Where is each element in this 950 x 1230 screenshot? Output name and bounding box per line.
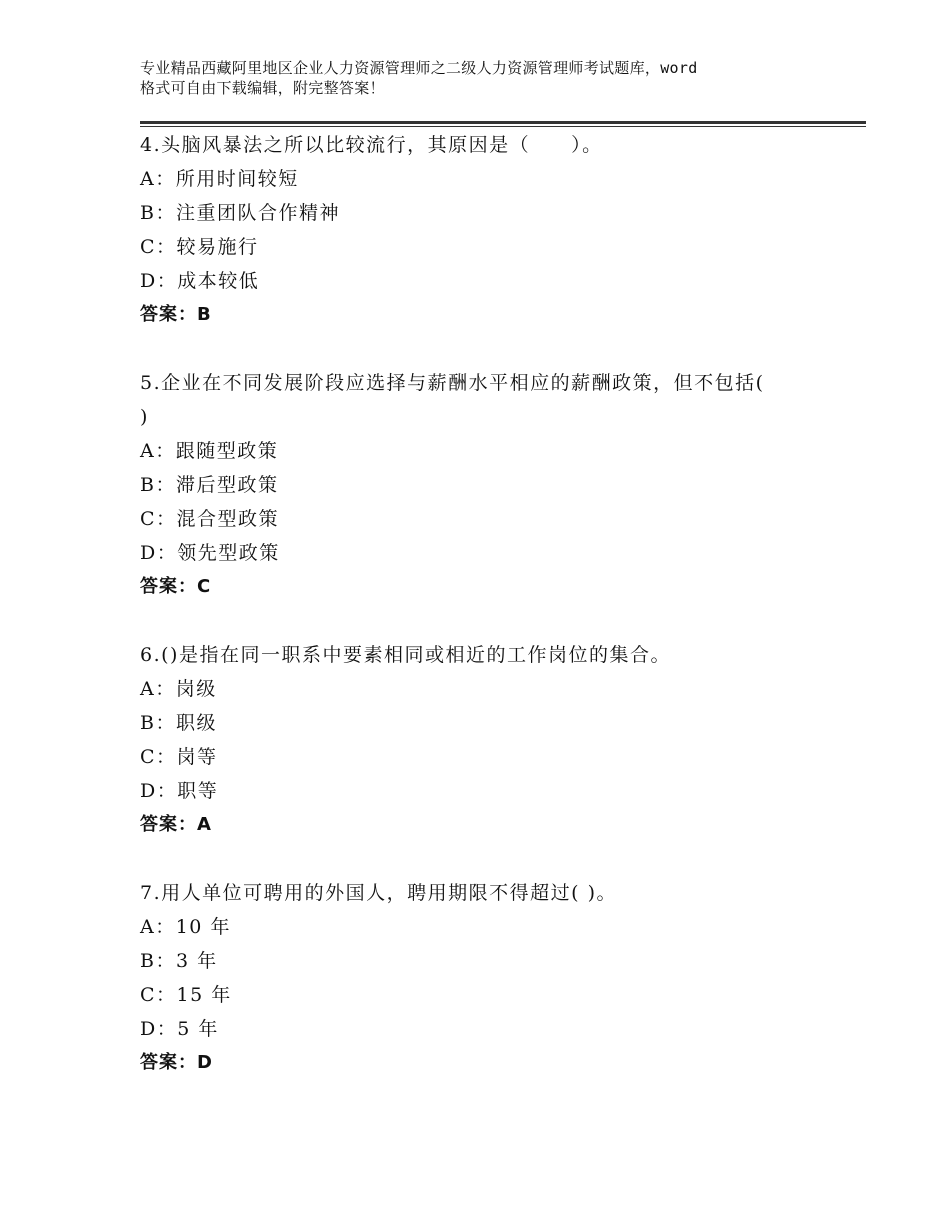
answer-line: 答案：A — [140, 814, 212, 835]
option-b: B：3 年 — [140, 950, 218, 972]
question-6 — [140, 638, 820, 842]
answer-line: 答案：D — [140, 1052, 213, 1073]
option-b: B：注重团队合作精神 — [140, 202, 340, 224]
option-c: C：15 年 — [140, 984, 232, 1006]
question-stem: 7.用人单位可聘用的外国人，聘用期限不得超过( )。 — [140, 882, 617, 904]
document-header: 专业精品西藏阿里地区企业人力资源管理师之二级人力资源管理师考试题库，word 格式可自由下载编辑，附完整答案！ — [140, 59, 698, 97]
question-stem: 5.企业在不同发展阶段应选择与薪酬水平相应的薪酬政策，但不包括( ) — [140, 372, 765, 428]
answer-line: 答案：B — [140, 304, 212, 325]
question-7 — [140, 876, 820, 1080]
header-rule-thin — [140, 126, 866, 127]
option-a: A：跟随型政策 — [140, 440, 279, 462]
question-list — [140, 128, 820, 1114]
question-4 — [140, 128, 820, 332]
header-rule-thick — [140, 121, 866, 124]
question-stem: 4.头脑风暴法之所以比较流行，其原因是（ ）。 — [140, 134, 603, 156]
answer-line: 答案：C — [140, 576, 212, 597]
option-c: C：较易施行 — [140, 236, 259, 258]
option-c: C：混合型政策 — [140, 508, 280, 530]
question-stem: 6.()是指在同一职系中要素相同或相近的工作岗位的集合。 — [140, 644, 671, 666]
option-a: A：岗级 — [140, 678, 217, 700]
question-5 — [140, 366, 820, 604]
option-a: A：所用时间较短 — [140, 168, 299, 190]
option-b: B：职级 — [140, 712, 217, 734]
option-d: D：领先型政策 — [140, 542, 280, 564]
option-d: D：职等 — [140, 780, 219, 802]
option-b: B：滞后型政策 — [140, 474, 279, 496]
option-a: A：10 年 — [140, 916, 231, 938]
option-c: C：岗等 — [140, 746, 218, 768]
option-d: D：成本较低 — [140, 270, 260, 292]
option-d: D：5 年 — [140, 1018, 219, 1040]
